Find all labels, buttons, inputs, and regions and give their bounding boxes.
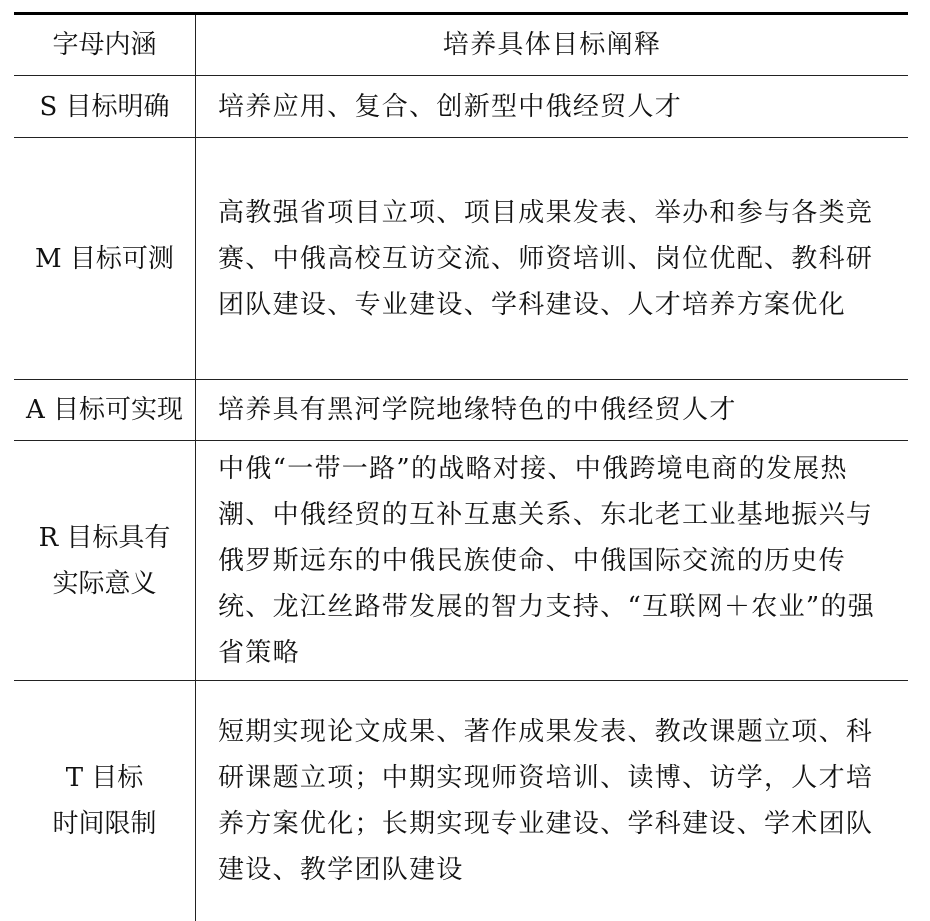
row-key-text: A 目标可实现 <box>25 395 184 425</box>
row-value-text: 短期实现论文成果、著作成果发表、教改课题立项、科研课题立项；中期实现师资培训、读博、访学，人才培养方案优化；长期实现专业建设、学科建设、学术团队建设、教学团队建设 <box>218 717 874 885</box>
row-value-cell <box>196 380 908 440</box>
table-row-relevant <box>14 441 908 681</box>
row-key-cell <box>14 441 196 680</box>
table-header-row <box>14 15 908 76</box>
row-value-text: 高教强省项目立项、项目成果发表、举办和参与各类竞赛、中俄高校互访交流、师资培训、岗位优配、教科研团队建设、专业建设、学科建设、人才培养方案优化 <box>218 197 874 320</box>
header-letter-meaning-text: 字母内涵 <box>52 30 157 60</box>
smart-goals-table <box>14 12 908 921</box>
row-key-text-line-1: T 目标 <box>65 763 144 793</box>
table-row-measurable <box>14 138 908 380</box>
row-value-text: 中俄“一带一路”的战略对接、中俄跨境电商的发展热潮、中俄经贸的互补互惠关系、东北老工业基地振兴与俄罗斯远东的中俄民族使命、中俄国际交流的历史传统、龙江丝路带发展的智力支持、“互联网＋农业”的强省策略 <box>218 453 876 668</box>
row-key-cell <box>14 76 196 137</box>
header-letter-meaning <box>14 15 196 75</box>
row-key-text-line-2: 时间限制 <box>52 809 157 839</box>
header-goal-explanation <box>196 15 908 75</box>
table-row-achievable <box>14 380 908 441</box>
row-value-cell <box>196 681 908 921</box>
row-key-text-line-2: 实际意义 <box>52 568 157 599</box>
row-key-cell <box>14 380 196 440</box>
row-value-text: 培养应用、复合、创新型中俄经贸人才 <box>218 91 683 122</box>
header-goal-explanation-text: 培养具体目标阐释 <box>442 30 662 60</box>
row-key-cell <box>14 681 196 921</box>
table-row-time-bound <box>14 681 908 921</box>
row-value-cell <box>196 441 908 680</box>
row-key-cell <box>14 138 196 379</box>
row-value-cell <box>196 138 908 379</box>
row-key-text: M 目标可测 <box>35 243 174 274</box>
table-row-specific <box>14 76 908 138</box>
row-key-text-line-1: R 目标具有 <box>38 522 171 553</box>
row-value-text: 培养具有黑河学院地缘特色的中俄经贸人才 <box>218 395 737 425</box>
row-key-text: S 目标明确 <box>39 91 170 122</box>
row-value-cell <box>196 76 908 137</box>
